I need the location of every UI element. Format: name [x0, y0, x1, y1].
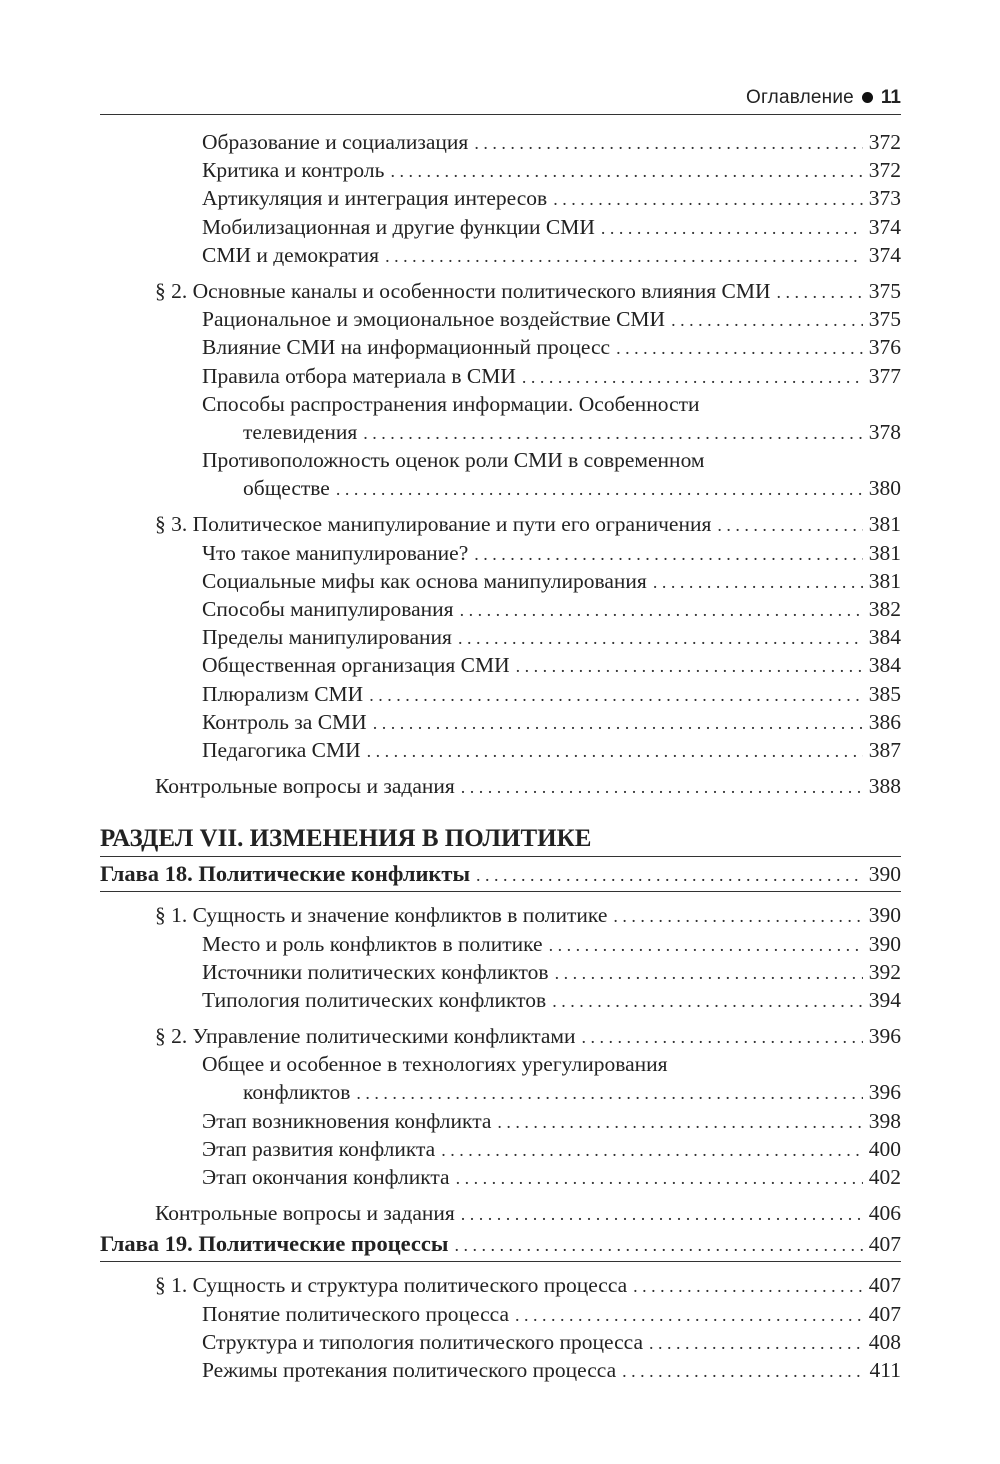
toc-entry[interactable] — [100, 930, 901, 958]
toc-entry-page: 378 — [868, 419, 901, 444]
toc-paragraph-entry[interactable] — [100, 510, 901, 538]
toc-entry-title: телевидения — [243, 419, 358, 444]
leader-dots — [456, 1164, 863, 1192]
toc-entry-title: § 3. Политическое манипулирование и пути его ограничения — [155, 512, 712, 537]
toc-entry-title: Понятие политического процесса — [202, 1301, 510, 1326]
toc-entry-page: 377 — [868, 363, 901, 388]
toc-entry[interactable] — [100, 1135, 901, 1163]
toc-entry-page: 396 — [868, 1080, 901, 1105]
toc-entry-title: § 2. Основные каналы и особенности политического влияния СМИ — [155, 278, 771, 303]
toc-entry[interactable] — [100, 213, 901, 241]
toc-paragraph-entry[interactable] — [100, 277, 901, 305]
toc-entry-title: Что такое манипулирование? — [202, 540, 469, 565]
toc-entry[interactable] — [100, 362, 901, 390]
toc-entry-title: Рациональное и эмоциональное воздействие СМИ — [202, 307, 666, 332]
toc-entry[interactable] — [100, 595, 901, 623]
toc-entry-page: 388 — [868, 774, 901, 799]
toc-entry-title: § 1. Сущность и структура политического процесса — [155, 1273, 628, 1298]
leader-dots — [653, 568, 863, 596]
leader-dots — [671, 306, 863, 334]
toc-entry-page: 375 — [868, 307, 901, 332]
toc-entry[interactable] — [100, 184, 901, 212]
toc-entry[interactable] — [100, 333, 901, 361]
toc-entry-title: Контрольные вопросы и задания — [155, 1201, 455, 1226]
toc-entry[interactable] — [100, 708, 901, 736]
toc-entry-page: 390 — [868, 862, 901, 887]
toc-entry-page: 374 — [868, 242, 901, 267]
toc-entry[interactable] — [100, 1300, 901, 1328]
toc-entry[interactable] — [100, 156, 901, 184]
toc-paragraph-entry[interactable] — [100, 901, 901, 929]
toc-paragraph-entry[interactable] — [100, 1022, 901, 1050]
toc-entry-page: 384 — [868, 653, 901, 678]
toc-entry-title: Критика и контроль — [202, 158, 385, 183]
toc-entry-title: Контрольные вопросы и задания — [155, 774, 455, 799]
leader-dots — [454, 1228, 862, 1262]
toc-entry-page: 375 — [868, 278, 901, 303]
toc-questions-entry[interactable] — [100, 1199, 901, 1227]
toc-entry-title: Плюрализм СМИ — [202, 681, 364, 706]
leader-dots — [497, 1108, 862, 1136]
running-head — [100, 84, 901, 115]
toc-entry[interactable] — [100, 623, 901, 651]
toc-entry[interactable] — [100, 1163, 901, 1191]
toc-entry-page: 400 — [868, 1136, 901, 1161]
toc-entry-title: Правила отбора материала в СМИ — [202, 363, 516, 388]
leader-dots — [777, 278, 863, 306]
running-head-title: Оглавление — [745, 87, 854, 108]
toc-entry-page: 390 — [868, 931, 901, 956]
leader-dots — [363, 419, 862, 447]
toc-entry-page: 386 — [868, 709, 901, 734]
leader-dots — [717, 511, 862, 539]
leader-dots — [336, 475, 863, 503]
toc-entry-page: 407 — [868, 1232, 901, 1257]
toc-entry-page: 374 — [868, 214, 901, 239]
leader-dots — [582, 1023, 863, 1051]
toc-entry-page: 407 — [868, 1273, 901, 1298]
toc-entry-title: Образование и социализация — [202, 130, 469, 154]
leader-dots — [460, 596, 863, 624]
leader-dots — [549, 931, 863, 959]
leader-dots — [633, 1272, 863, 1300]
toc-entry-title: § 1. Сущность и значение конфликтов в политике — [155, 903, 608, 928]
toc-chapter-entry[interactable] — [100, 1227, 901, 1262]
section-heading[interactable]: РАЗДЕЛ VII. ИЗМЕНЕНИЯ В ПОЛИТИКЕ — [100, 822, 901, 857]
toc-entry-first-line[interactable]: Противоположность оценок роли СМИ в современном — [202, 448, 705, 473]
toc-entry-title: Контроль за СМИ — [202, 709, 367, 734]
toc-chapter-entry[interactable] — [100, 857, 901, 892]
toc-entry-page: 384 — [868, 625, 901, 650]
toc-entry-page: 392 — [868, 959, 901, 984]
toc-entry-page: 390 — [868, 903, 901, 928]
toc-entry-title: Этап развития конфликта — [202, 1136, 436, 1161]
toc-entry-title: Режимы протекания политического процесса — [202, 1357, 617, 1382]
toc-entry-title: Способы манипулирования — [202, 597, 454, 621]
leader-dots — [515, 1301, 863, 1329]
toc-entry[interactable] — [100, 539, 901, 567]
toc-entry-page: 372 — [868, 130, 901, 154]
toc-entry-page: 381 — [868, 512, 901, 537]
toc-paragraph-entry[interactable] — [100, 1271, 901, 1299]
leader-dots — [555, 959, 863, 987]
toc-entry-page: 385 — [868, 681, 901, 706]
leader-dots — [369, 681, 863, 709]
toc-entry[interactable] — [100, 986, 901, 1014]
table-of-contents — [100, 128, 901, 1384]
leader-dots — [522, 363, 863, 391]
toc-entry-title: Этап возникновения конфликта — [202, 1108, 492, 1133]
toc-entry[interactable] — [100, 1078, 901, 1106]
leader-dots — [649, 1329, 863, 1357]
toc-entry[interactable] — [100, 418, 901, 446]
toc-entry-title: конфликтов — [243, 1080, 351, 1105]
leader-dots — [367, 737, 863, 765]
leader-dots — [458, 624, 863, 652]
toc-entry-title: Влияние СМИ на информационный процесс — [202, 335, 611, 360]
toc-entry-page: 394 — [868, 987, 901, 1012]
toc-entry-page: 411 — [869, 1357, 901, 1382]
toc-entry[interactable] — [100, 128, 901, 156]
leader-dots — [474, 129, 862, 157]
leader-dots — [622, 1357, 863, 1385]
toc-entry-page: 376 — [868, 335, 901, 360]
toc-entry-page: 406 — [868, 1201, 901, 1226]
toc-entry-title: Источники политических конфликтов — [202, 959, 549, 984]
leader-dots — [390, 157, 862, 185]
toc-entry-title: Глава 19. Политические процессы — [100, 1231, 449, 1257]
toc-entry[interactable] — [100, 241, 901, 269]
toc-entry-page: 381 — [868, 540, 901, 565]
leader-dots — [553, 185, 863, 213]
toc-entry-first-line[interactable]: Способы распространения информации. Особенности — [202, 391, 700, 416]
page-number: 11 — [880, 87, 901, 108]
bullet-icon — [862, 92, 873, 103]
toc-entry-title: Общественная организация СМИ — [202, 653, 510, 678]
toc-entry-page: 373 — [868, 186, 901, 211]
toc-entry-page: 381 — [868, 568, 901, 593]
toc-entry-title: Этап окончания конфликта — [202, 1165, 450, 1189]
toc-entry-page: 387 — [868, 737, 901, 762]
leader-dots — [613, 902, 862, 930]
leader-dots — [373, 709, 863, 737]
toc-entry-page: 402 — [868, 1165, 901, 1189]
toc-entry[interactable] — [100, 1356, 901, 1384]
toc-entry-page: 407 — [868, 1301, 901, 1326]
toc-entry-first-line[interactable]: Общее и особенное в технологиях урегулирования — [202, 1052, 668, 1077]
toc-entry-title: § 2. Управление политическими конфликтами — [155, 1024, 576, 1049]
toc-entry-title: обществе — [243, 476, 330, 501]
leader-dots — [601, 214, 863, 242]
toc-entry[interactable] — [100, 1328, 901, 1356]
toc-entry-title: Структура и типология политического процесса — [202, 1329, 643, 1354]
toc-entry-page: 382 — [868, 597, 901, 621]
toc-entry-title: СМИ и демократия — [202, 242, 380, 267]
toc-entry-page: 408 — [868, 1329, 901, 1354]
toc-entry-page: 398 — [868, 1108, 901, 1133]
leader-dots — [516, 652, 863, 680]
toc-questions-entry[interactable] — [100, 772, 901, 800]
toc-entry[interactable] — [100, 1107, 901, 1135]
toc-entry-title: Педагогика СМИ — [202, 737, 361, 762]
toc-entry-title: Пределы манипулирования — [202, 625, 452, 650]
leader-dots — [385, 242, 863, 270]
leader-dots — [441, 1136, 863, 1164]
toc-entry-page: 372 — [868, 158, 901, 183]
toc-entry-title: Глава 18. Политические конфликты — [100, 861, 471, 887]
toc-entry[interactable] — [100, 680, 901, 708]
leader-dots — [461, 773, 863, 801]
leader-dots — [616, 334, 863, 362]
toc-entry-title: Социальные мифы как основа манипулирования — [202, 568, 647, 593]
toc-entry-title: Мобилизационная и другие функции СМИ — [202, 214, 595, 239]
toc-entry-page: 380 — [868, 476, 901, 501]
toc-entry[interactable] — [100, 567, 901, 595]
toc-entry-title: Место и роль конфликтов в политике — [202, 931, 543, 956]
toc-entry[interactable] — [100, 651, 901, 679]
toc-entry-title: Артикуляция и интеграция интересов — [202, 186, 548, 211]
leader-dots — [474, 540, 862, 568]
leader-dots — [356, 1079, 862, 1107]
toc-entry[interactable] — [100, 474, 901, 502]
leader-dots — [461, 1200, 863, 1228]
leader-dots — [552, 987, 863, 1015]
leader-dots — [476, 858, 863, 892]
toc-entry[interactable] — [100, 736, 901, 764]
toc-entry[interactable] — [100, 958, 901, 986]
toc-entry-page: 396 — [868, 1024, 901, 1049]
toc-entry[interactable] — [100, 305, 901, 333]
toc-entry-title: Типология политических конфликтов — [202, 987, 547, 1012]
